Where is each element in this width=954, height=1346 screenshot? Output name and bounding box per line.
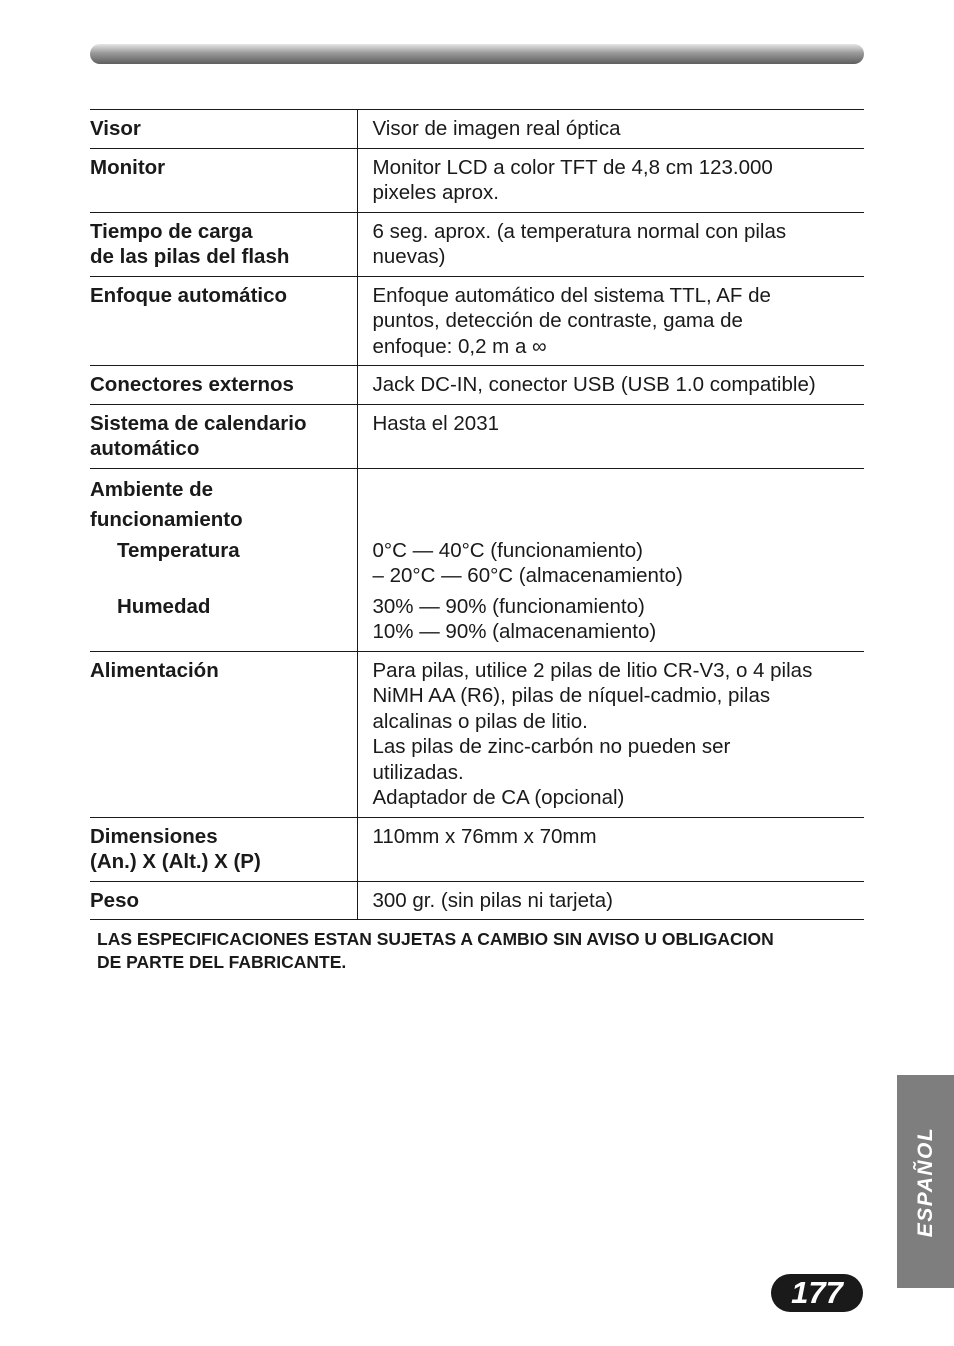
table-row [90,276,864,366]
spec-value [357,148,864,212]
text-line: alcalinas o pilas de litio. [372,709,588,733]
spec-value [357,817,864,881]
text-line: puntos, detección de contraste, gama de [372,309,743,332]
text-line: Las pilas de zinc-carbón no pueden ser [372,735,731,758]
spec-label [90,881,357,920]
text-line: Ambiente de [90,477,214,501]
table-row [90,148,864,212]
text-line: NiMH AA (R6), pilas de níquel-cadmio, pilas [372,684,771,707]
text-line: Para pilas, utilice 2 pilas de litio CR-V3, o 4 pilas [372,658,813,682]
humidity-label: Humedad [117,595,211,618]
spec-value [357,276,864,366]
text-line: LAS ESPECIFICACIONES ESTAN SUJETAS A CAMBIO SIN AVISO U OBLIGACION [97,929,774,949]
temperature-label: Temperatura [117,538,240,562]
table-row [90,110,864,149]
spec-label [90,468,357,651]
text-line: Alimentación [90,658,219,682]
text-line: Hasta el 2031 [372,411,500,435]
spec-label [90,404,357,468]
spec-label [90,110,357,149]
text-line: 110mm x 76mm x 70mm [372,824,597,848]
spec-label [90,276,357,366]
spec-value [357,404,864,468]
page-number: 177 [771,1274,863,1312]
spec-value [357,212,864,276]
language-tab-label: ESPAÑOL [913,1126,937,1237]
text-line: nuevas) [372,245,446,268]
spec-label [90,817,357,881]
specifications-notice [97,928,867,974]
text-line: Monitor LCD a color TFT de 4,8 cm 123.000 [372,155,773,179]
text-line: Peso [90,888,139,912]
table-row [90,212,864,276]
text-line: Tiempo de carga [90,219,253,243]
text-line: enfoque: 0,2 m a ∞ [372,334,547,358]
text-line: 30% — 90% (funcionamiento) [372,594,645,618]
text-line: – 20°C — 60°C (almacenamiento) [372,564,683,587]
spec-value [357,881,864,920]
text-line: Jack DC-IN, conector USB (USB 1.0 compatible) [372,373,816,396]
spec-label [90,651,357,817]
text-line: (An.) X (Alt.) X (P) [90,850,261,873]
spec-label [90,212,357,276]
table-row-environment [90,468,864,651]
table-row [90,881,864,920]
table-row [90,817,864,881]
header-bar [90,44,864,64]
text-line: Enfoque automático del sistema TTL, AF de [372,283,771,307]
text-line: Monitor [90,155,166,179]
text-line: 300 gr. (sin pilas ni tarjeta) [372,888,613,912]
text-line: Conectores externos [90,373,294,396]
text-line: utilizadas. [372,760,464,784]
text-line: Visor de imagen real óptica [372,117,621,140]
text-line: pixeles aprox. [372,181,499,204]
spec-table [90,109,864,920]
text-line: Adaptador de CA (opcional) [372,786,625,809]
text-line: 6 seg. aprox. (a temperatura normal con pilas [372,219,787,243]
text-line: automático [90,437,200,460]
text-line: Visor [90,117,141,140]
table-row [90,404,864,468]
spec-value [357,468,864,651]
text-line: Sistema de calendario [90,411,307,435]
text-line: DE PARTE DEL FABRICANTE. [97,952,347,972]
table-row [90,651,864,817]
spec-value [357,366,864,405]
spec-label [90,366,357,405]
text-line: Dimensiones [90,824,218,848]
spec-value [357,110,864,149]
table-row [90,366,864,405]
text-line: Enfoque automático [90,283,288,307]
text-line: 0°C — 40°C (funcionamiento) [372,538,643,562]
language-tab [897,1075,954,1288]
spec-value [357,651,864,817]
text-line: funcionamiento [90,507,243,531]
text-line: de las pilas del flash [90,245,290,268]
text-line: 10% — 90% (almacenamiento) [372,620,657,643]
spec-label [90,148,357,212]
